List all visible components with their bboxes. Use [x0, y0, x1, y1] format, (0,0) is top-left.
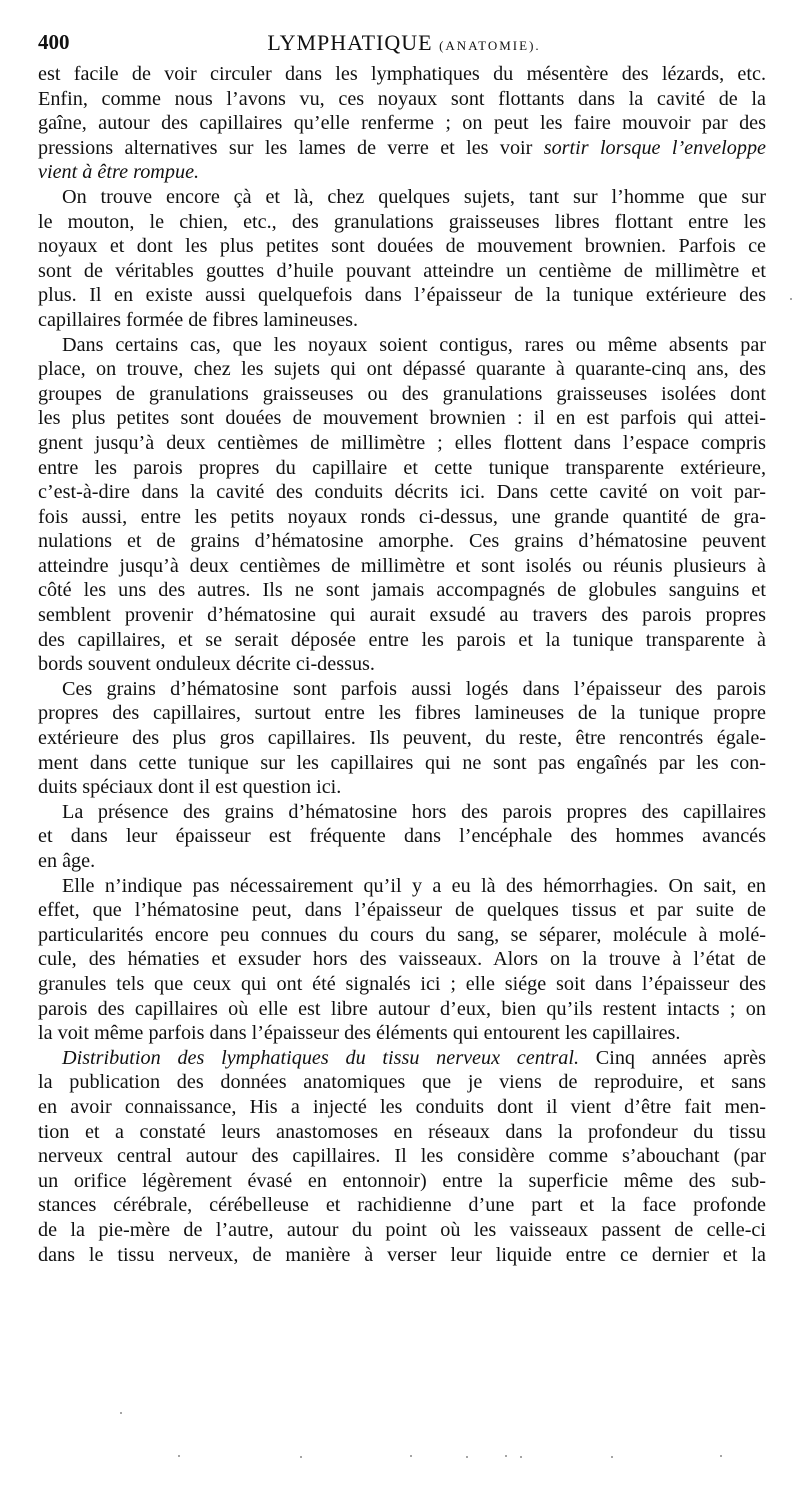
- italic-fragment: vient à être rompue.: [38, 161, 200, 184]
- text-line: gnent jusqu’à deux centièmes de millimètre ; elles flottent dans l’espace compris: [38, 431, 766, 454]
- text-line: tion et a constaté leurs anastomoses en réseaux dans la profondeur du tissu: [38, 1120, 766, 1143]
- text-line: semblent provenir d’hématosine qui aurait exsudé au travers des parois propres: [38, 604, 766, 627]
- text-line: La présence des grains d’hématosine hors des parois propres des capillaires: [62, 800, 766, 823]
- text-fragment: Cinq années après: [595, 1046, 766, 1069]
- text-line: particularités encore peu connues du cours du sang, se séparer, molécule à molé-: [38, 923, 766, 946]
- text-line: bords souvent onduleux décrite ci-dessus.: [38, 653, 375, 676]
- text-line: parois des capillaires où elle est libre autour d’eux, bien qu’ils restent intacts ; on: [38, 997, 766, 1020]
- text-line: la voit même parfois dans l’épaisseur des éléments qui entourent les capillaires.: [38, 1022, 681, 1045]
- text-line: gaîne, autour des capillaires qu’elle renferme ; on peut les faire mouvoir par des: [38, 112, 766, 135]
- text-line: On trouve encore çà et là, chez quelques sujets, tant sur l’homme que sur: [62, 185, 766, 208]
- text-line: [38, 160, 766, 185]
- text-line: granules tels que ceux qui ont été signalés ici ; elle siége soit dans l’épaisseur des: [38, 972, 766, 995]
- text-line: la publication des données anatomiques que je viens de reproduire, et sans: [38, 1071, 766, 1094]
- text-fragment: pressions alternatives sur les lames de verre et les voir: [38, 136, 533, 159]
- text-line: propres des capillaires, surtout entre les fibres lamineuses de la tunique propre: [38, 702, 766, 725]
- text-line: côté les uns des autres. Ils ne sont jamais accompagnés de globules sanguins et: [38, 579, 766, 602]
- body-text: [38, 62, 766, 1267]
- text-line: place, on trouve, chez les sujets qui ont dépassé quarante à quarante-cinq ans, des: [38, 358, 766, 381]
- text-line: noyaux et dont les plus petites sont douées de mouvement brownien. Parfois ce: [38, 235, 766, 258]
- italic-fragment: sortir lorsque l’enveloppe: [543, 136, 766, 159]
- text-line: duits spéciaux dont il est question ici.: [38, 776, 342, 799]
- running-head: [38, 30, 770, 56]
- text-line: effet, que l’hématosine peut, dans l’épaisseur de quelques tissus et par suite de: [38, 899, 766, 922]
- text-line: un orifice légèrement évasé en entonnoir) entre la superficie même des sub-: [38, 1169, 766, 1192]
- text-line: capillaires formée de fibres lamineuses.: [38, 308, 359, 331]
- text-line: stances cérébrale, cérébelleuse et rachidienne d’une part et la face profonde: [38, 1194, 766, 1217]
- running-head-subtitle: (ANATOMIE).: [439, 38, 541, 53]
- text-line: atteindre jusqu’à deux centièmes de millimètre et sont isolés ou réunis plusieurs à: [38, 554, 766, 577]
- running-head-title: LYMPHATIQUE: [267, 30, 433, 55]
- text-line: nulations et de grains d’hématosine amorphe. Ces grains d’hématosine peuvent: [38, 530, 766, 553]
- text-line: en âge.: [38, 850, 96, 872]
- text-line: nerveux central autour des capillaires. Il les considère comme s’abouchant (par: [38, 1145, 766, 1168]
- text-line: le mouton, le chien, etc., des granulations graisseuses libres flottant entre les: [38, 210, 766, 233]
- text-line: fois aussi, entre les petits noyaux ronds ci-dessus, une grande quantité de gra-: [38, 505, 766, 528]
- text-line: est facile de voir circuler dans les lymphatiques du mésentère des lézards, etc.: [38, 63, 766, 85]
- text-line: dans le tissu nerveux, de manière à verser leur liquide entre ce dernier et la: [38, 1243, 766, 1266]
- text-line: entre les parois propres du capillaire et cette tunique transparente extérieure,: [38, 456, 766, 479]
- text-line: ment dans cette tunique sur les capillaires qui ne sont pas engaînés par les con-: [38, 751, 766, 774]
- text-line: de la pie-mère de l’autre, autour du point où les vaisseaux passent de celle-ci: [38, 1218, 766, 1241]
- text-line: et dans leur épaisseur est fréquente dans l’encéphale des hommes avancés: [38, 825, 766, 848]
- section-heading: Distribution des lymphatiques du tissu nerveux central.: [62, 1046, 580, 1069]
- text-line: [38, 1046, 766, 1071]
- text-line: cule, des hématies et exsuder hors des vaisseaux. Alors on la trouve à l’état de: [38, 948, 766, 971]
- text-line: Dans certains cas, que les noyaux soient contigus, rares ou même absents par: [62, 333, 766, 356]
- text-line: c’est-à-dire dans la cavité des conduits décrits ici. Dans cette cavité on voit par-: [38, 481, 766, 504]
- text-line: extérieure des plus gros capillaires. Ils peuvent, du reste, être rencontrés égale-: [38, 727, 766, 750]
- text-line: Enfin, comme nous l’avons vu, ces noyaux sont flottants dans la cavité de la: [38, 87, 766, 110]
- text-line: sont de véritables gouttes d’huile pouvant atteindre un centième de millimètre et: [38, 259, 766, 282]
- text-line: Elle n’indique pas nécessairement qu’il y a eu là des hémorrhagies. On sait, en: [62, 874, 766, 897]
- page-number: 400: [38, 30, 70, 54]
- text-line: [38, 136, 766, 161]
- text-line: groupes de granulations graisseuses ou des granulations graisseuses isolées dont: [38, 382, 766, 405]
- text-line: plus. Il en existe aussi quelquefois dans l’épaisseur de la tunique extérieure des: [38, 284, 766, 307]
- text-line: des capillaires, et se serait déposée entre les parois et la tunique transparente à: [38, 628, 766, 651]
- text-line: en avoir connaissance, His a injecté les conduits dont il vient d’être fait men-: [38, 1095, 766, 1118]
- text-line: Ces grains d’hématosine sont parfois aussi logés dans l’épaisseur des parois: [62, 677, 766, 700]
- text-line: les plus petites sont douées de mouvement brownien : il en est parfois qui attei-: [38, 407, 766, 430]
- page-header: [38, 30, 770, 60]
